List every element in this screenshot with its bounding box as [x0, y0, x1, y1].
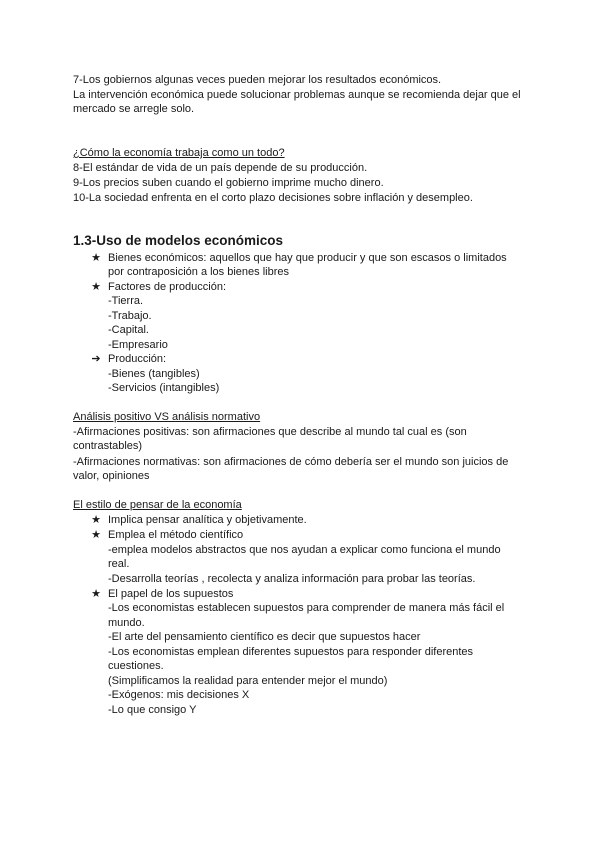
list-item: -Trabajo. [108, 310, 152, 322]
paragraph-line: 10-La sociedad enfrenta en el corto plazo decisiones sobre inflación y desempleo. [73, 192, 473, 204]
arrow-bullet-icon: ➔ [91, 353, 101, 365]
star-bullet-icon: ★ [91, 514, 101, 526]
paragraph-line: La intervención económica puede solucionar problemas aunque se recomienda dejar que el [73, 89, 521, 101]
list-item: -Empresario [108, 339, 168, 351]
list-item: -El arte del pensamiento científico es decir que supuestos hacer [108, 631, 421, 643]
list-item: -Los economistas emplean diferentes supuestos para responder diferentes [108, 646, 474, 658]
list-item: -emplea modelos abstractos que nos ayudan a explicar como funciona el mundo [108, 544, 501, 556]
paragraph-line: contrastables) [73, 440, 143, 452]
paragraph-line: mercado se arregle solo. [73, 103, 195, 115]
paragraph-line: -Afirmaciones normativas: son afirmaciones de cómo debería ser el mundo son juicios de [73, 456, 509, 468]
list-item: (Simplificamos la realidad para entender mejor el mundo) [108, 675, 388, 687]
section-title: Análisis positivo VS análisis normativo [73, 411, 261, 423]
star-bullet-icon: ★ [91, 252, 101, 264]
bullet-text: Emplea el método científico [108, 529, 244, 541]
bullet-text: El papel de los supuestos [108, 588, 234, 600]
list-item: -Desarrolla teorías , recolecta y analiza información para probar las teorías. [108, 573, 476, 585]
list-item: -Servicios (intangibles) [108, 382, 220, 394]
section-title: ¿Cómo la economía trabaja como un todo? [73, 147, 285, 159]
section-title: El estilo de pensar de la economía [73, 499, 242, 511]
paragraph-line: 7-Los gobiernos algunas veces pueden mejorar los resultados económicos. [73, 74, 442, 86]
list-item: -Capital. [108, 324, 149, 336]
star-bullet-icon: ★ [91, 281, 101, 293]
list-item: -Tierra. [108, 295, 144, 307]
bullet-text: Producción: [108, 353, 167, 365]
list-item: -Exógenos: mis decisiones X [108, 689, 250, 701]
bullet-text: por contraposición a los bienes libres [108, 266, 289, 278]
list-item: -Lo que consigo Y [108, 704, 197, 716]
list-item: cuestiones. [108, 660, 164, 672]
paragraph-line: 9-Los precios suben cuando el gobierno imprime mucho dinero. [73, 177, 384, 189]
list-item: real. [108, 558, 130, 570]
bullet-text: Factores de producción: [108, 281, 227, 293]
bullet-text: Bienes económicos: aquellos que hay que producir y que son escasos o limitados [108, 252, 507, 264]
star-bullet-icon: ★ [91, 588, 101, 600]
star-bullet-icon: ★ [91, 529, 101, 541]
paragraph-line: 8-El estándar de vida de un país depende de su producción. [73, 162, 368, 174]
section-heading: 1.3-Uso de modelos económicos [73, 233, 284, 248]
list-item: -Los economistas establecen supuestos para comprender de manera más fácil el [108, 602, 505, 614]
list-item: mundo. [108, 617, 145, 629]
list-item: -Bienes (tangibles) [108, 368, 200, 380]
bullet-text: Implica pensar analítica y objetivamente. [108, 514, 307, 526]
paragraph-line: -Afirmaciones positivas: son afirmaciones que describe al mundo tal cual es (son [73, 426, 467, 438]
paragraph-line: valor, opiniones [73, 470, 150, 482]
